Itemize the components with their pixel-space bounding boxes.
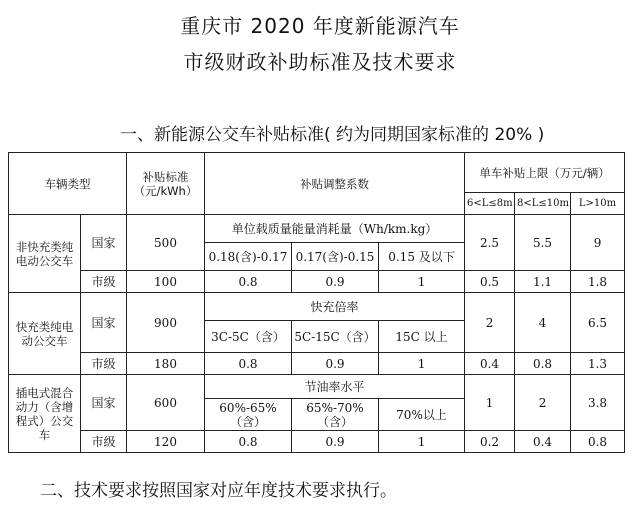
coefficient-value: 0.8 (205, 271, 292, 293)
coefficient-range: 5C-15C（含） (292, 321, 379, 353)
vehicle-type-cell: 快充类纯电动公交车 (9, 293, 81, 375)
cap-cell: 0.8 (571, 431, 625, 453)
standard-cell: 900 (127, 293, 205, 353)
standard-cell: 500 (127, 215, 205, 271)
coefficient-range: 65%-70%（含） (292, 399, 379, 431)
cap-cell: 1 (465, 375, 515, 431)
cap-cell: 4 (515, 293, 571, 353)
coefficient-range: 3C-5C（含） (205, 321, 292, 353)
standard-cell: 100 (127, 271, 205, 293)
coefficient-value: 1 (379, 431, 465, 453)
header-length-col: 8<L≤10m (515, 193, 571, 215)
header-per-vehicle-cap: 单车补贴上限（万元/辆） (465, 153, 625, 193)
standard-cell: 600 (127, 375, 205, 431)
coefficient-range: 0.15 及以下 (379, 243, 465, 271)
coefficient-value: 0.8 (205, 353, 292, 375)
title-line-2: 市级财政补助标准及技术要求 (183, 50, 457, 74)
document-title (0, 8, 640, 80)
coefficient-value: 1 (379, 353, 465, 375)
header-subsidy-standard: 补贴标准（元/kWh） (127, 153, 205, 215)
header-length-col: L>10m (571, 193, 625, 215)
header-vehicle-type: 车辆类型 (9, 153, 127, 215)
coefficient-label: 单位载质量能量消耗量（Wh/km.kg） (205, 215, 465, 243)
coefficient-label: 快充倍率 (205, 293, 465, 321)
cap-cell: 5.5 (515, 215, 571, 271)
coefficient-value: 0.9 (292, 271, 379, 293)
section-1-heading: 一、新能源公交车补贴标准( 约为同期国家标准的 20% ) (120, 125, 545, 145)
coefficient-value: 0.8 (205, 431, 292, 453)
cap-cell: 3.8 (571, 375, 625, 431)
cap-cell: 2 (515, 375, 571, 431)
coefficient-value: 0.9 (292, 431, 379, 453)
coefficient-range: 0.17(含)-0.15 (292, 243, 379, 271)
level-cell: 市级 (81, 353, 127, 375)
level-cell: 市级 (81, 431, 127, 453)
cap-cell: 2 (465, 293, 515, 353)
cap-cell: 9 (571, 215, 625, 271)
title-line-1: 重庆市 2020 年度新能源汽车 (180, 14, 460, 38)
level-cell: 国家 (81, 375, 127, 431)
standard-cell: 120 (127, 431, 205, 453)
section-2-heading: 二、技术要求按照国家对应年度技术要求执行。 (40, 481, 397, 501)
cap-cell: 6.5 (571, 293, 625, 353)
coefficient-value: 1 (379, 271, 465, 293)
level-cell: 国家 (81, 293, 127, 353)
cap-cell: 0.4 (465, 353, 515, 375)
standard-cell: 180 (127, 353, 205, 375)
cap-cell: 2.5 (465, 215, 515, 271)
cap-cell: 0.2 (465, 431, 515, 453)
header-adjust-coefficient: 补贴调整系数 (205, 153, 465, 215)
level-cell: 国家 (81, 215, 127, 271)
cap-cell: 1.8 (571, 271, 625, 293)
coefficient-range: 70%以上 (379, 399, 465, 431)
vehicle-type-cell: 插电式混合动力（含增程式）公交车 (9, 375, 81, 453)
coefficient-range: 0.18(含)-0.17 (205, 243, 292, 271)
subsidy-table (8, 152, 625, 453)
cap-cell: 1.1 (515, 271, 571, 293)
cap-cell: 1.3 (571, 353, 625, 375)
coefficient-range: 15C 以上 (379, 321, 465, 353)
coefficient-range: 60%-65%（含） (205, 399, 292, 431)
cap-cell: 0.8 (515, 353, 571, 375)
header-length-col: 6<L≤8m (465, 193, 515, 215)
coefficient-value: 0.9 (292, 353, 379, 375)
coefficient-label: 节油率水平 (205, 375, 465, 399)
cap-cell: 0.5 (465, 271, 515, 293)
vehicle-type-cell: 非快充类纯电动公交车 (9, 215, 81, 293)
cap-cell: 0.4 (515, 431, 571, 453)
level-cell: 市级 (81, 271, 127, 293)
